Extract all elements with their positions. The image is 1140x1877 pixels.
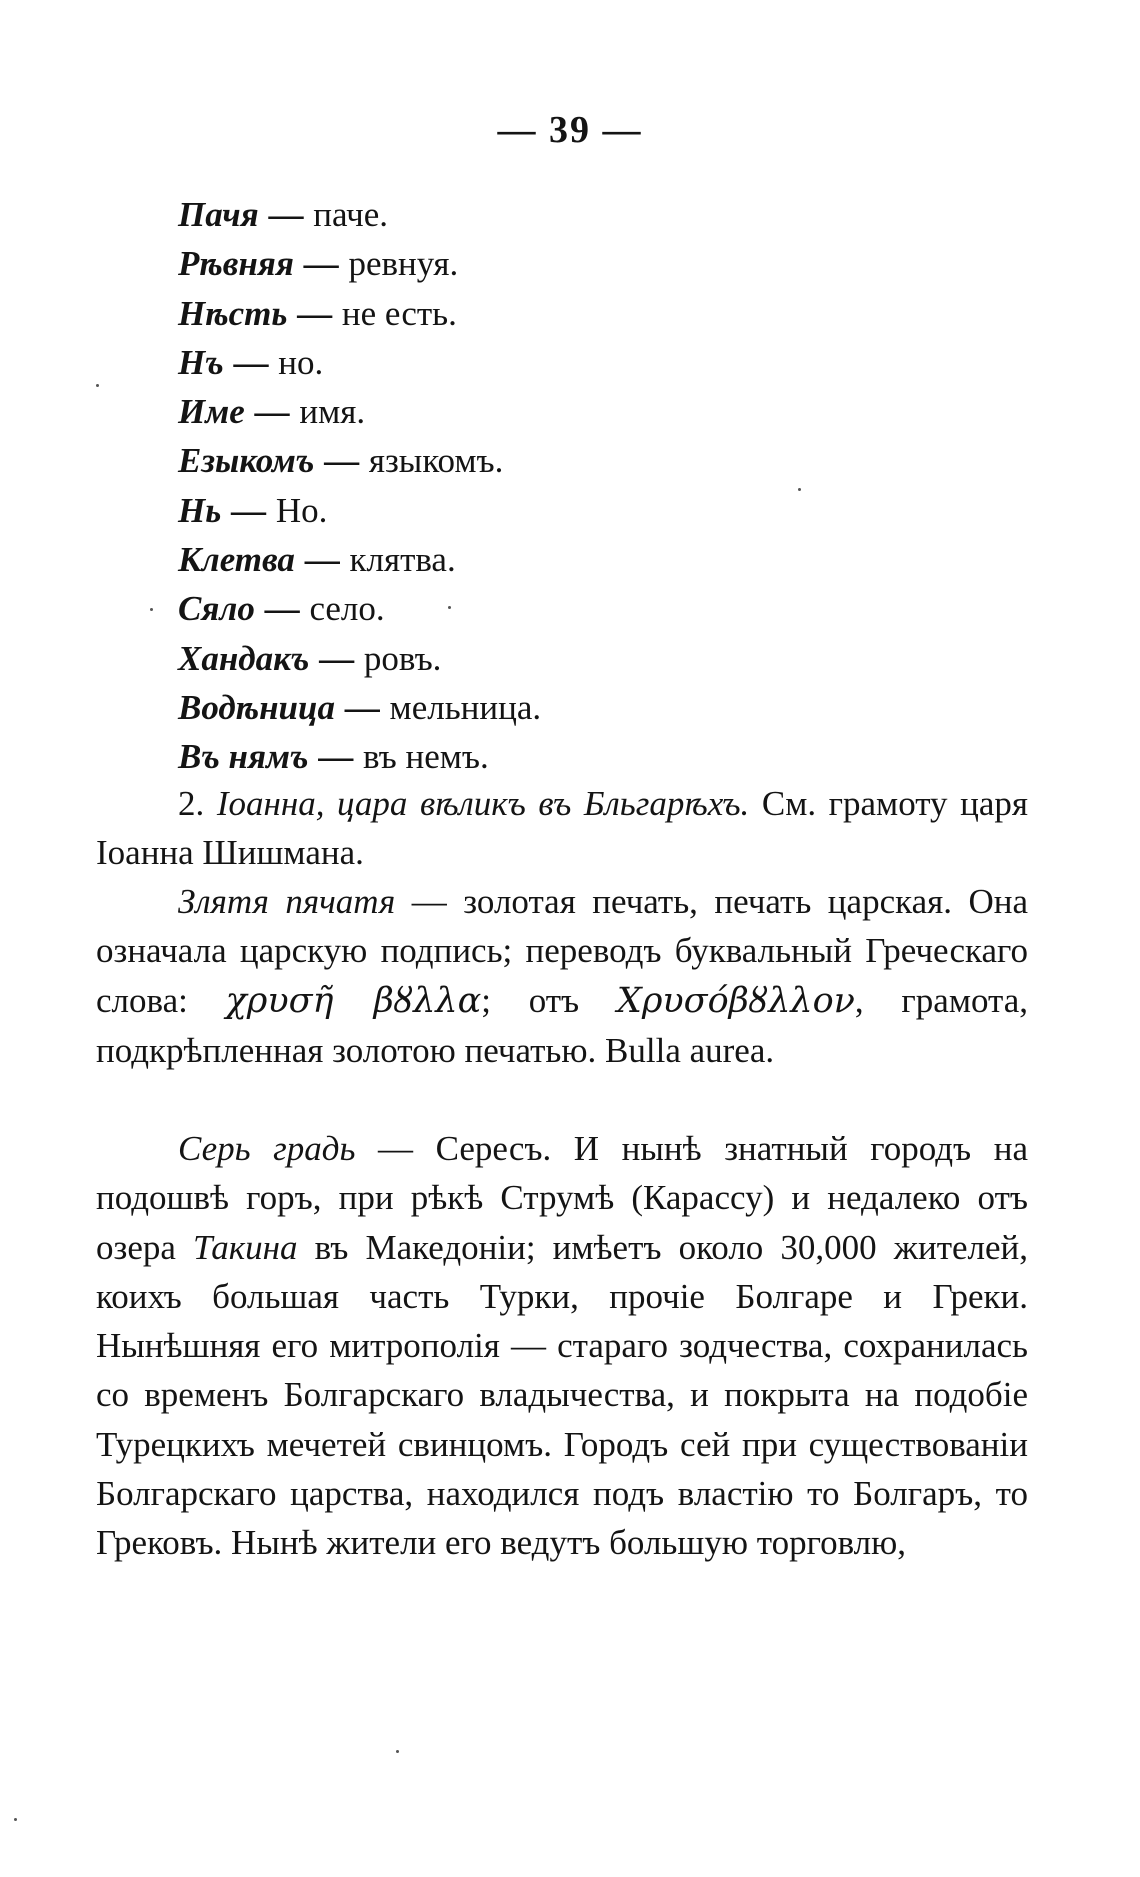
glossary-entry: [178, 584, 1018, 633]
glossary-entry: [178, 683, 1018, 732]
note-term: Злятя пячатя: [178, 882, 396, 921]
glossary-term: Нѣсть: [178, 293, 288, 333]
glossary-meaning: село.: [309, 589, 385, 629]
glossary-list: [178, 190, 1018, 782]
glossary-term: Хандакъ: [178, 638, 310, 678]
note-text: См. грамоту царя Іоанна Шишмана.: [96, 784, 1028, 873]
print-speck: [798, 488, 801, 491]
glossary-entry: [178, 239, 1018, 288]
note-text: — Сересъ. И нынѣ знатный городъ на подошвѣ горъ, при рѣкѣ Струмѣ (Карассу) и недалеко отъ озера: [96, 1129, 1028, 1267]
glossary-term: Водѣница: [178, 687, 335, 727]
glossary-meaning: въ немъ.: [363, 737, 489, 777]
note-title: Іоанна, цара вѣликъ въ Бльгарѣхъ.: [216, 784, 750, 823]
note-text: ; отъ: [481, 980, 580, 1020]
glossary-dash: —: [318, 737, 354, 777]
glossary-meaning: не есть.: [341, 293, 457, 333]
greek-word: Χρυσόβȣλλον: [616, 980, 855, 1021]
print-speck: [150, 608, 153, 611]
note-text: въ Македоніи; имѣетъ около 30,000 жителей, коихъ большая часть Турки, прочіе Болгаре и Греки. Нынѣшняя его митрополія — стараго зодчества, сохранилась со временъ Болгарскаго владычества, и покрыта на подобіе Турецкихъ мечетей свинцомъ. Городъ сей при существованіи Болгарскаго царства, находился подъ властію то Болгаръ, то Грековъ. Нынѣ жители его ведутъ большую торговлю,: [96, 1227, 1029, 1563]
glossary-entry: [178, 732, 1018, 781]
glossary-meaning: языкомъ.: [368, 441, 504, 481]
glossary-meaning: клятва.: [349, 540, 456, 580]
glossary-entry: [178, 436, 1018, 485]
paragraph-ser-grad: [96, 1124, 1028, 1568]
glossary-term: Въ нямъ: [178, 737, 309, 777]
glossary-term: Име: [178, 392, 245, 432]
glossary-meaning: имя.: [299, 392, 366, 432]
paragraph-ioanna: [96, 779, 1028, 878]
glossary-dash: —: [304, 540, 340, 580]
glossary-dash: —: [264, 589, 300, 629]
glossary-dash: —: [344, 687, 380, 727]
glossary-term: Нъ: [178, 342, 224, 382]
greek-word: χρυσῆ βȣλλα: [225, 980, 482, 1021]
glossary-entry: [178, 289, 1018, 338]
note-text: , грамота, подкрѣпленная золотою печатью. Bulla aurea.: [96, 980, 1029, 1070]
glossary-meaning: мельница.: [389, 687, 542, 727]
note-term: Серь градь: [178, 1129, 356, 1168]
glossary-dash: —: [254, 392, 290, 432]
glossary-entry: [178, 387, 1018, 436]
glossary-meaning: паче.: [313, 195, 389, 234]
glossary-entry: [178, 190, 1018, 239]
glossary-dash: —: [303, 244, 339, 284]
glossary-meaning: но.: [278, 342, 324, 382]
glossary-term: Езыкомъ: [178, 441, 315, 481]
glossary-dash: —: [233, 342, 269, 382]
glossary-dash: —: [268, 195, 304, 234]
page-number: — 39 —: [497, 109, 643, 151]
note-number: 2.: [178, 784, 205, 823]
glossary-term: Пачя: [178, 195, 259, 234]
glossary-entry: [178, 634, 1018, 683]
glossary-term: Сяло: [178, 589, 255, 629]
glossary-dash: —: [297, 293, 333, 333]
glossary-term: Клетва: [178, 540, 295, 580]
print-speck: [14, 1818, 17, 1821]
glossary-term: Нь: [178, 490, 222, 530]
glossary-dash: —: [324, 441, 360, 481]
glossary-meaning: ровъ.: [363, 638, 442, 678]
glossary-dash: —: [319, 638, 355, 678]
print-speck: [396, 1750, 399, 1753]
glossary-entry: [178, 535, 1018, 584]
print-speck: [96, 384, 99, 387]
glossary-meaning: ревнуя.: [348, 244, 459, 284]
glossary-term: Рѣвняя: [178, 244, 294, 284]
glossary-dash: —: [231, 490, 267, 530]
glossary-entry: [178, 486, 1018, 535]
print-speck: [448, 606, 451, 609]
paragraph-zlatya-pyachatya: [96, 877, 1028, 1075]
glossary-meaning: Но.: [275, 490, 328, 530]
glossary-entry: [178, 338, 1018, 387]
note-text: — золотая печать, печать царская. Она означала царскую подпись; переводъ буквальный Греческаго слова:: [96, 882, 1029, 1020]
note-term: Такина: [193, 1227, 298, 1267]
